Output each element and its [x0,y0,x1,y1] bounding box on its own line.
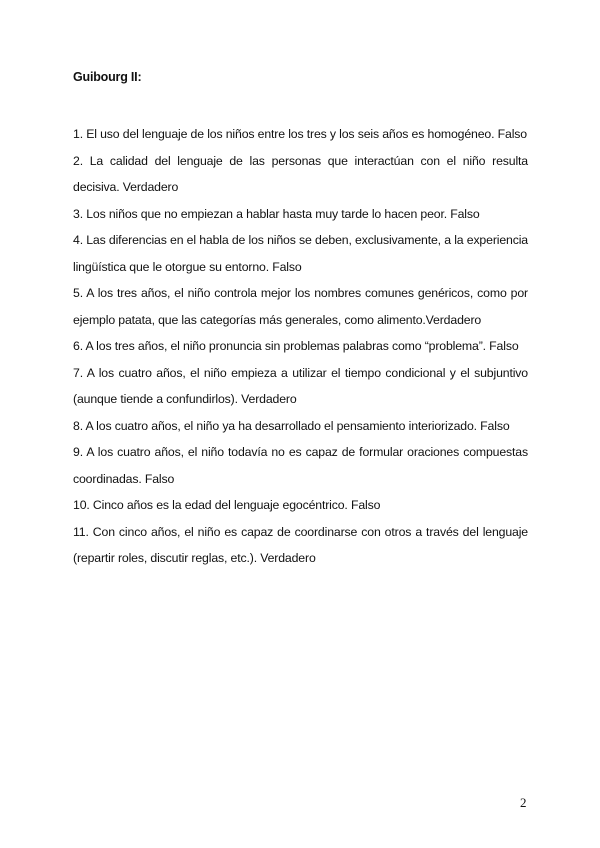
question-item-7: 7. A los cuatro años, el niño empieza a utilizar el tiempo condicional y el subjuntivo (aunque tiende a confundirlos). Verdadero [73,365,528,406]
question-item-9: 9. A los cuatro años, el niño todavía no es capaz de formular oraciones compuestas coordinadas. Falso [73,445,528,486]
question-item-2: 2. La calidad del lenguaje de las personas que interactúan con el niño resulta decisiva. Verdadero [73,153,528,194]
question-item-1: 1. El uso del lenguaje de los niños entre los tres y los seis años es homogéneo. Falso [73,127,527,141]
question-item-10: 10. Cinco años es la edad del lenguaje egocéntrico. Falso [73,498,381,512]
question-item-5: 5. A los tres años, el niño controla mejor los nombres comunes genéricos, como por ejemplo patata, que las categorías más generales, como alimento.Verdadero [73,286,528,327]
document-heading: Guibourg II: [73,70,142,84]
question-item-11: 11. Con cinco años, el niño es capaz de coordinarse con otros a través del lenguaje (repartir roles, discutir reglas, etc.). Verdadero [73,524,528,565]
question-item-3: 3. Los niños que no empiezan a hablar hasta muy tarde lo hacen peor. Falso [73,206,480,221]
question-item-8: 8. A los cuatro años, el niño ya ha desarrollado el pensamiento interiorizado. Falso [73,418,510,433]
question-item-6: 6. A los tres años, el niño pronuncia sin problemas palabras como “problema”. Falso [73,339,519,353]
page-number: 2 [520,795,527,810]
question-item-4: 4. Las diferencias en el habla de los niños se deben, exclusivamente, a la experiencia lingüística que le otorgue su entorno. Falso [73,233,528,274]
question-list [73,121,528,572]
